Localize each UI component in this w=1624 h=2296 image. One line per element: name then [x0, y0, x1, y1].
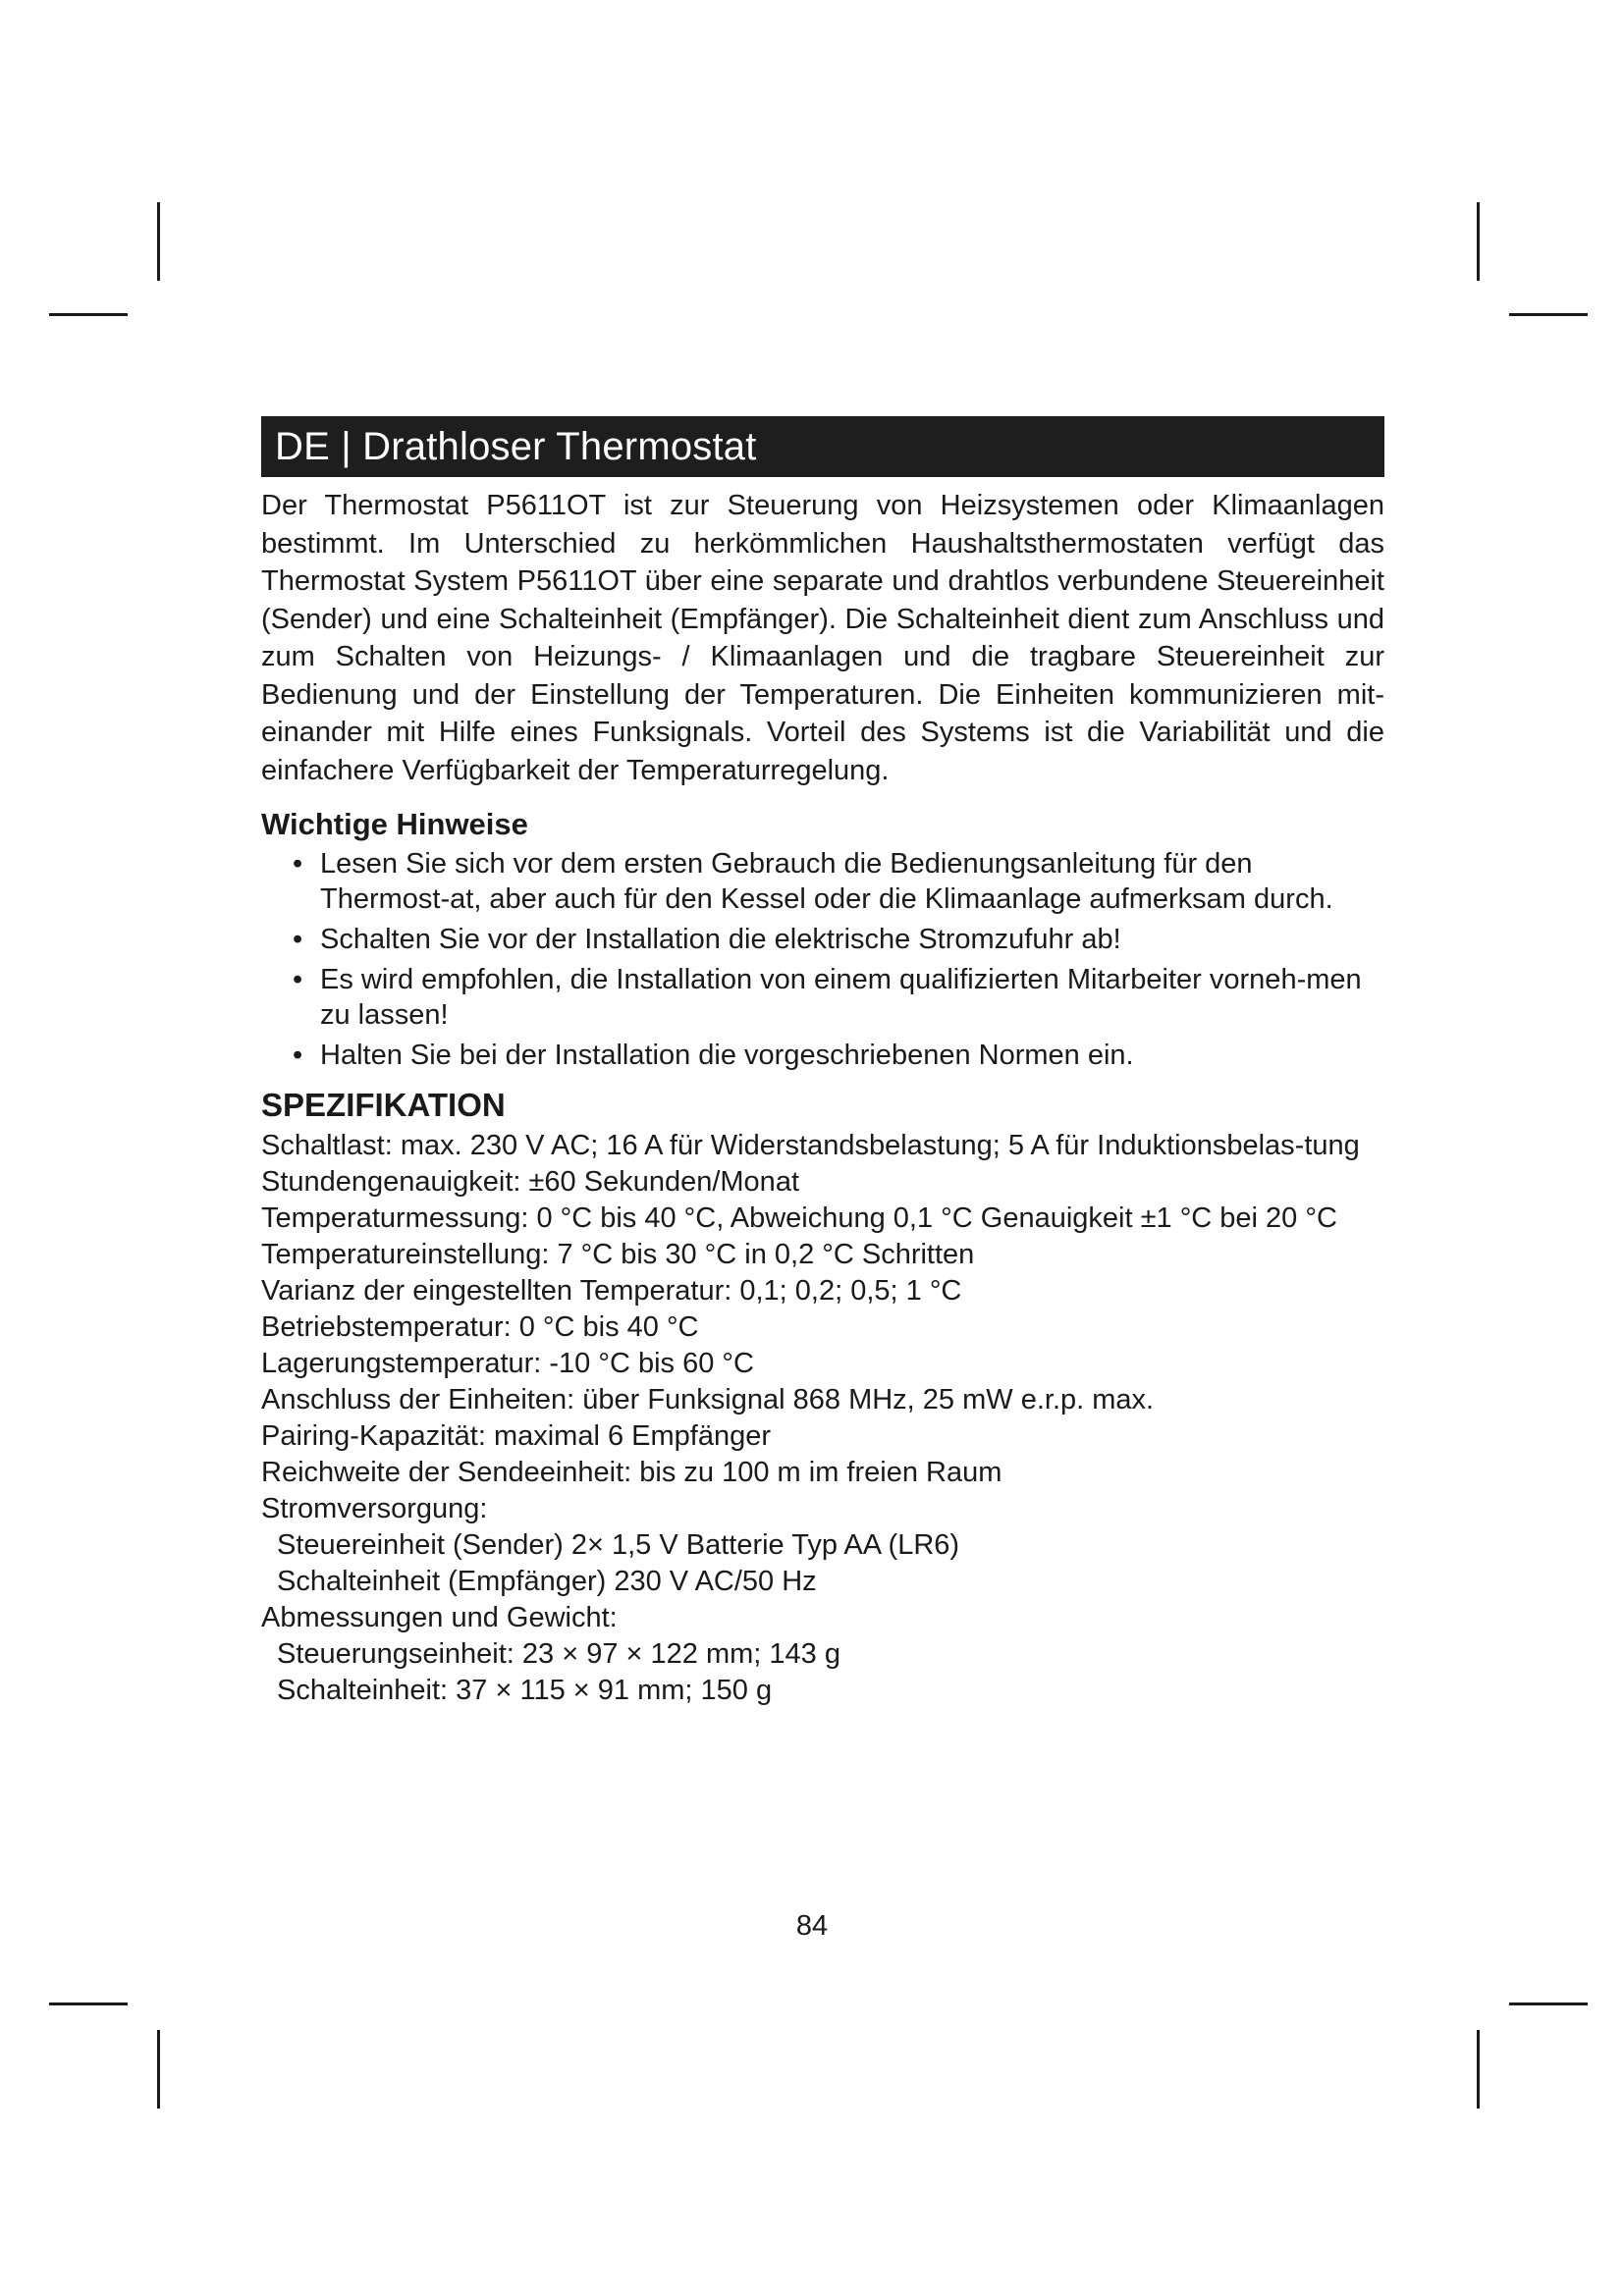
spec-subline: Steuereinheit (Sender) 2× 1,5 V Batterie Typ AA (LR6): [277, 1529, 960, 1561]
bullet-icon: •: [293, 924, 303, 955]
spec-line: Schaltlast: max. 230 V AC; 16 A für Widerstandsbelastung; 5 A für Induktionsbelas-tung: [261, 1130, 1360, 1161]
spec-line: Stundengenauigkeit: ±60 Sekunden/Monat: [261, 1166, 799, 1198]
spec-line: Stromversorgung:: [261, 1493, 488, 1524]
intro-paragraph: Der Thermostat P5611OT ist zur Steuerung von Heizsystemen oder Klimaanlagen bestimmt. Im Unterschied zu herkömmlichen Haushaltsthermostaten verfügt das Thermostat System P5611OT über eine separate und drahtlos verbundene Steuereinheit (Sender) und eine Schalteinheit (Empfänger). Die Schalteinheit dient zum Anschluss und zum Schalten von Heizungs- / Klimaanlagen und die tragbare Steuereinheit zur Bedienung und der Einstellung der Temperaturen. Die Einheiten kommunizieren mit-einander mit Hilfe eines Funksignals. Vorteil des Systems ist die Variabilität und die einfachere Verfügbarkeit der Temperaturregelung.: [261, 490, 1384, 786]
crop-mark-top-right-horizontal: [1509, 313, 1588, 316]
spec-heading: SPEZIFIKATION: [261, 1087, 506, 1123]
page-number: 84: [795, 1910, 829, 1942]
spec-subline: Schalteinheit: 37 × 115 × 91 mm; 150 g: [277, 1675, 773, 1706]
bullet-icon: •: [293, 848, 303, 880]
spec-subline: Steuerungseinheit: 23 × 97 × 122 mm; 143 g: [277, 1638, 840, 1670]
section-title-bar: [261, 416, 1384, 477]
crop-mark-bottom-right-vertical: [1477, 2030, 1480, 2109]
spec-list: [261, 1128, 1384, 1709]
spec-line: Betriebstemperatur: 0 °C bis 40 °C: [261, 1311, 699, 1343]
list-item: • Halten Sie bei der Installation die vorgeschriebenen Normen ein.: [293, 1040, 1134, 1071]
list-item: • Lesen Sie sich vor dem ersten Gebrauch die Bedienungsanleitung für den Thermost-at, aber auch für den Kessel oder die Klimaanlage aufmerksam durch.: [293, 848, 1333, 915]
spec-line: Varianz der eingestellten Temperatur: 0,1; 0,2; 0,5; 1 °C: [261, 1275, 962, 1307]
page-content: [261, 416, 1384, 1709]
spec-line: Temperaturmessung: 0 °C bis 40 °C, Abweichung 0,1 °C Genauigkeit ±1 °C bei 20 °C: [261, 1202, 1337, 1234]
spec-line: Anschluss der Einheiten: über Funksignal 868 MHz, 25 mW e.r.p. max.: [261, 1384, 1155, 1415]
crop-mark-bottom-right-horizontal: [1509, 2002, 1588, 2005]
spec-line: Temperatureinstellung: 7 °C bis 30 °C in 0,2 °C Schritten: [261, 1239, 975, 1270]
spec-line: Reichweite der Sendeeinheit: bis zu 100 m im freien Raum: [261, 1457, 1002, 1488]
spec-subline: Schalteinheit (Empfänger) 230 V AC/50 Hz: [277, 1566, 817, 1597]
page-title: DE | Drathloser Thermostat: [275, 424, 757, 468]
crop-mark-top-left-vertical: [157, 202, 160, 281]
crop-mark-bottom-left-vertical: [157, 2030, 160, 2109]
notes-list: [261, 846, 1384, 1073]
spec-line: Pairing-Kapazität: maximal 6 Empfänger: [261, 1420, 772, 1452]
list-item: • Es wird empfohlen, die Installation von einem qualifizierten Mitarbeiter vorneh-men zu lassen!: [293, 964, 1362, 1031]
bullet-icon: •: [293, 964, 303, 995]
crop-mark-top-left-horizontal: [49, 313, 128, 316]
list-item: • Schalten Sie vor der Installation die elektrische Stromzufuhr ab!: [293, 924, 1121, 955]
bullet-icon: •: [293, 1040, 303, 1071]
spec-line: Lagerungstemperatur: -10 °C bis 60 °C: [261, 1348, 754, 1379]
crop-mark-bottom-left-horizontal: [49, 2002, 128, 2005]
notes-heading: Wichtige Hinweise: [261, 807, 528, 841]
crop-mark-top-right-vertical: [1477, 202, 1480, 281]
spec-line: Abmessungen und Gewicht:: [261, 1602, 618, 1633]
